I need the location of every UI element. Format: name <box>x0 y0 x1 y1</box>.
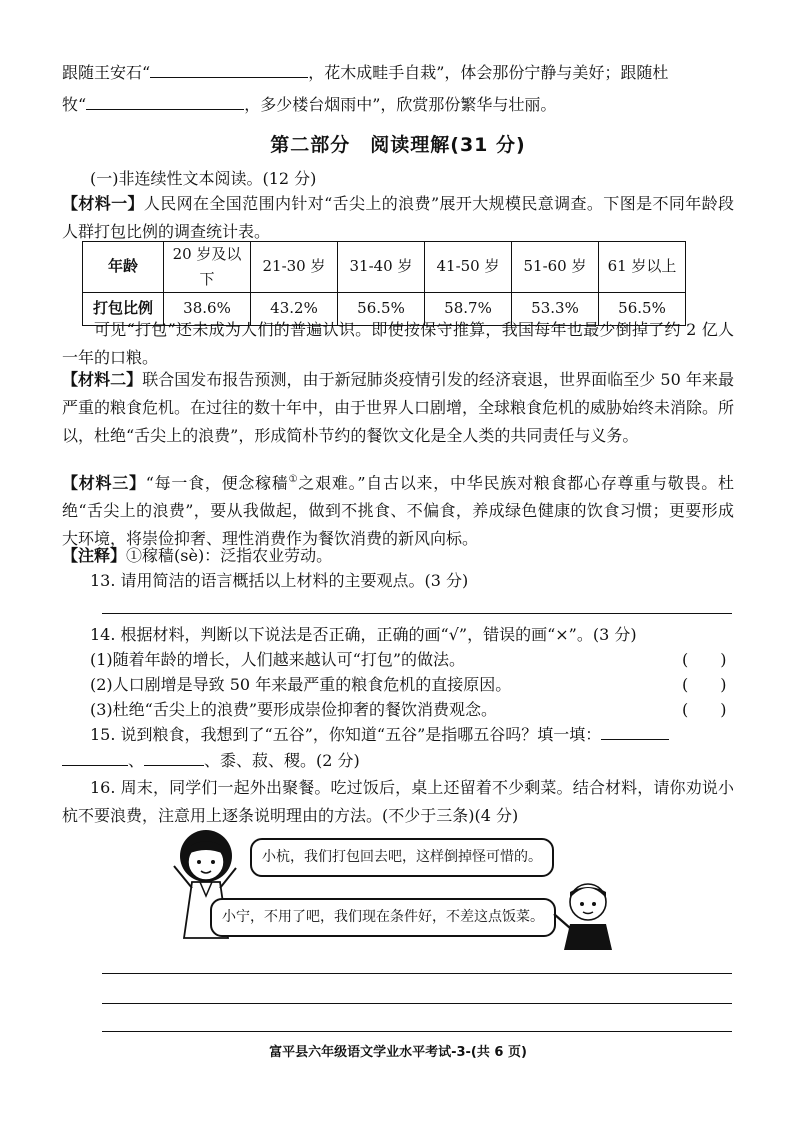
question-14-item: (2)人口剧增是导致 50 年来最严重的粮食危机的直接原因。 <box>90 675 512 694</box>
table-header-cell: 打包比例 <box>83 292 164 325</box>
answer-blank[interactable] <box>62 749 128 766</box>
table-cell: 53.3% <box>512 292 599 325</box>
page-footer: 富平县六年级语文学业水平考试-3-(共 6 页) <box>269 1045 527 1060</box>
poem-text: 跟随王安石“ <box>62 63 151 82</box>
table-row <box>83 242 686 293</box>
material-label: 【材料二】 <box>62 370 143 389</box>
answer-blank[interactable] <box>601 723 669 740</box>
question-text: 、黍、菽、稷。(2 分) <box>204 751 360 770</box>
material-1 <box>62 190 734 246</box>
material-text: 联合国发布报告预测，由于新冠肺炎疫情引发的经济衰退，世界面临至少 50 年来最严重的粮食危机。在过往的数十年中，由于世界人口剧增，全球粮食危机的威胁始终未消除。所以，杜绝“舌尖上的浪费”，形成简朴节约的餐饮文化是全人类的共同责任与义务。 <box>62 370 735 445</box>
poem-fill-line-2 <box>62 92 556 118</box>
table-cell: 56.5% <box>599 292 686 325</box>
annotation <box>62 542 734 570</box>
material-2 <box>62 366 734 450</box>
material-3 <box>62 466 734 553</box>
speech-bubble: 小宁，不用了吧，我们现在条件好，不差这点饭菜。 <box>210 898 556 937</box>
question-14-item: (3)杜绝“舌尖上的浪费”要形成崇俭抑奢的餐饮消费观念。 <box>90 700 498 719</box>
material-text: 之艰难。”自古以来，中华民族对粮食都心存尊重与敬畏。杜绝“舌尖上的浪费”，要从我做起，做到不挑食、不偏食，养成绿色健康的饮食习惯；更要形成大环境，将崇俭抑奢、理性消费作为餐饮消费的新风向标。 <box>62 473 734 549</box>
material-label: 【材料一】 <box>62 194 144 213</box>
question-text: 15. 说到粮食，我想到了“五谷”，你知道“五谷”是指哪五谷吗？填一填： <box>90 725 602 744</box>
table-cell: 43.2% <box>251 292 338 325</box>
judgment-brackets[interactable]: ( ) <box>682 700 727 719</box>
poem-text: ，花木成畦手自栽”，体会那份宁静与美好；跟随杜 <box>308 63 669 82</box>
question-16: 16. 周末，同学们一起外出聚餐。吃过饭后，桌上还留着不少剩菜。结合材料，请你劝说小杭不要浪费，注意用上逐条说明理由的方法。(不少于三条)(4 分) <box>62 778 734 825</box>
answer-blank[interactable] <box>150 61 308 78</box>
table-cell: 56.5% <box>338 292 425 325</box>
answer-blank[interactable] <box>144 749 204 766</box>
question-14: 14. 根据材料，判断以下说法是否正确，正确的画“√”，错误的画“×”。(3 分) <box>90 625 637 644</box>
question-text: 、 <box>128 751 145 770</box>
question-13: 13. 请用简洁的语言概括以上材料的主要观点。(3 分) <box>90 571 469 590</box>
table-cell: 38.6% <box>164 292 251 325</box>
answer-blank[interactable] <box>86 93 244 110</box>
answer-line[interactable] <box>102 1031 732 1032</box>
boy-illustration <box>552 880 622 950</box>
poem-text: 牧“ <box>62 95 87 114</box>
footnote-mark: ① <box>288 474 299 485</box>
part-heading: (一)非连续性文本阅读。(12 分) <box>90 169 317 188</box>
table-cell: 58.7% <box>425 292 512 325</box>
table-cell: 20 岁及以下 <box>164 242 251 293</box>
annotation-text: ①稼穑(sè)：泛指农业劳动。 <box>126 546 333 565</box>
question-15 <box>90 722 669 748</box>
question-15-cont <box>62 748 360 774</box>
table-cell: 41-50 岁 <box>425 242 512 293</box>
poem-text: ，多少楼台烟雨中”，欣赏那份繁华与壮丽。 <box>244 95 557 114</box>
survey-table <box>82 241 686 326</box>
question-14-item: (1)随着年龄的增长，人们越来越认可“打包”的做法。 <box>90 650 466 669</box>
judgment-brackets[interactable]: ( ) <box>682 675 727 694</box>
table-cell: 31-40 岁 <box>338 242 425 293</box>
table-conclusion: 可见“打包”还未成为人们的普遍认识。即使按保守推算，我国每年也最少倒掉了约 2 亿人一年的口粮。 <box>62 320 734 367</box>
answer-line[interactable] <box>102 973 732 974</box>
table-cell: 61 岁以上 <box>599 242 686 293</box>
material-label: 【材料三】 <box>62 473 146 493</box>
section-title: 第二部分 阅读理解(31 分) <box>270 134 526 156</box>
answer-line[interactable] <box>102 1003 732 1004</box>
table-cell: 21-30 岁 <box>251 242 338 293</box>
material-text: “每一食，便念稼穑 <box>145 473 289 493</box>
speech-bubble: 小杭，我们打包回去吧，这样倒掉怪可惜的。 <box>250 838 554 877</box>
judgment-brackets[interactable]: ( ) <box>682 650 727 669</box>
annotation-label: 【注释】 <box>62 546 127 565</box>
poem-fill-line-1 <box>62 60 668 86</box>
table-cell: 51-60 岁 <box>512 242 599 293</box>
table-header-cell: 年龄 <box>83 242 164 293</box>
answer-line[interactable] <box>102 613 732 614</box>
material-text: 人民网在全国范围内针对“舌尖上的浪费”展开大规模民意调查。下图是不同年龄段人群打包比例的调查统计表。 <box>62 194 734 241</box>
